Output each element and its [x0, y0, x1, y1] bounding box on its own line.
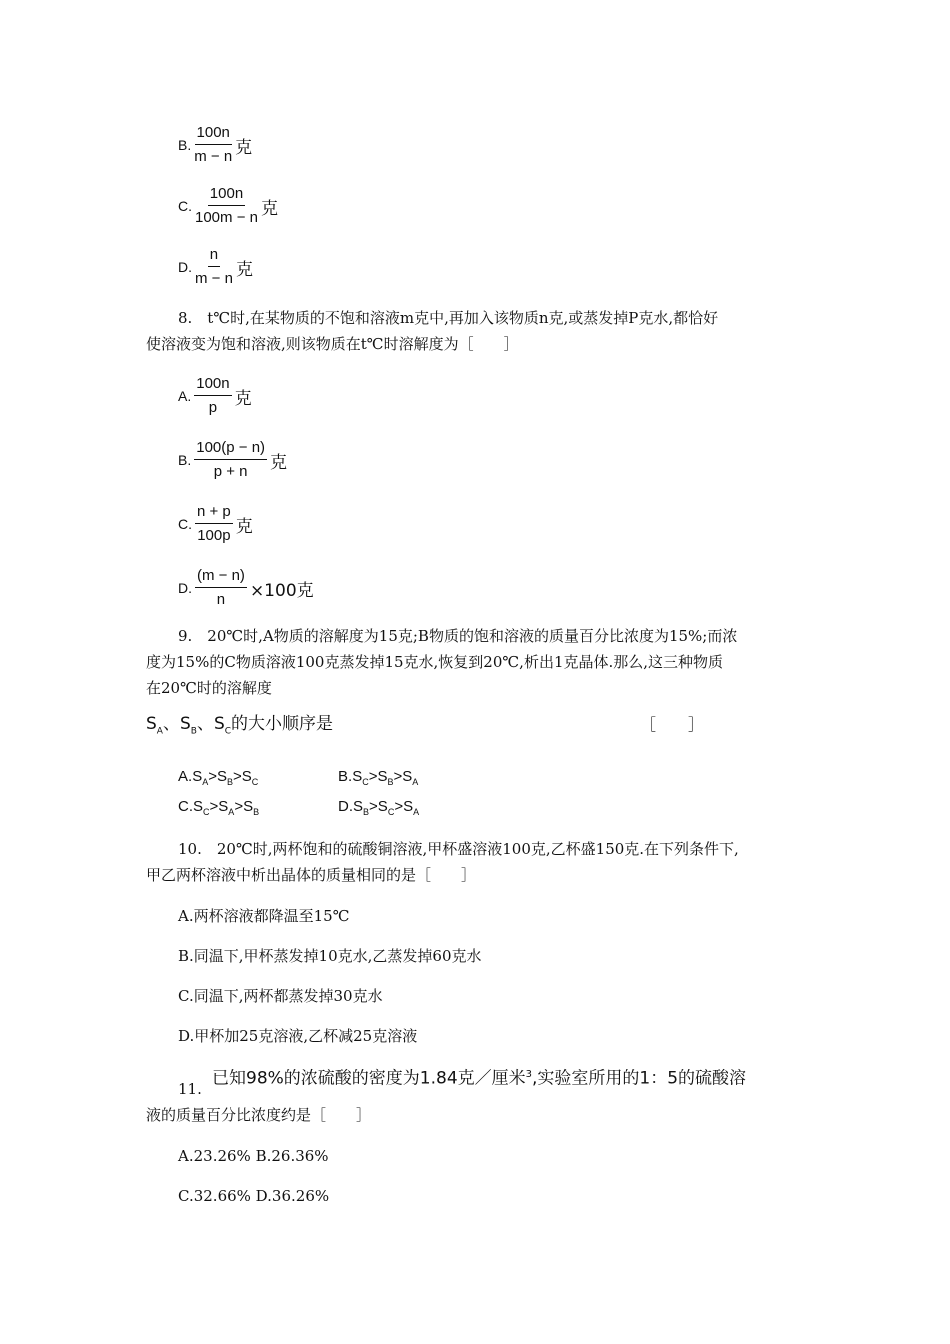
q9-option-c: $C.S_C>S_A>S_B$	[178, 798, 260, 817]
q11-number: 11.	[178, 1080, 202, 1098]
denominator: p + n	[213, 463, 248, 480]
numerator: 100n	[194, 375, 231, 396]
q8-option-b	[178, 439, 287, 481]
q8-stem-line2: 使溶液变为饱和溶液,则该物质在t℃时溶解度为［ ］	[146, 335, 519, 353]
q9-stem-line2: 度为15%的C物质溶液100克蒸发掉15克水,恢复到20℃,析出1克晶体.那么,这三种物质	[146, 653, 724, 671]
unit: ×100克	[249, 580, 314, 601]
option-label: C.	[178, 516, 192, 532]
denominator: 100p	[197, 527, 231, 544]
q10-option-c: C.同温下,两杯都蒸发掉30克水	[178, 987, 383, 1005]
option-label: D.	[178, 580, 192, 596]
q9-option-a: $A.S_A>S_B>S_C$	[178, 768, 259, 787]
unit: 克	[235, 259, 253, 280]
q10-option-a: A.两杯溶液都降温至15℃	[178, 907, 350, 925]
q7-option-d	[178, 246, 253, 288]
numerator: 100n	[195, 124, 232, 145]
numerator: n + p	[195, 503, 233, 524]
q8-option-c	[178, 503, 253, 545]
numerator: 100(p − n)	[194, 439, 267, 460]
unit: 克	[235, 137, 253, 158]
unit: 克	[235, 516, 253, 537]
numerator: 100n	[208, 185, 245, 206]
s-c: $S_C$	[213, 714, 232, 737]
fraction	[195, 567, 247, 609]
q8-option-a	[178, 375, 252, 417]
fraction	[194, 439, 267, 481]
denominator: m − n	[195, 270, 233, 287]
q9-stem-line1: 9. 20℃时,A物质的溶解度为15克;B物质的饱和溶液的质量百分比浓度为15%;而浓	[178, 627, 738, 645]
separator: 、	[162, 714, 180, 734]
denominator: m − n	[194, 148, 233, 165]
fraction	[195, 503, 233, 545]
separator: 、	[196, 714, 214, 734]
option-label: C.	[178, 198, 192, 214]
q11-stem-text: 已知98%的浓硫酸的密度为1.84克／厘米	[212, 1068, 526, 1089]
q11-options-ab: A.23.26% B.26.36%	[178, 1147, 329, 1165]
option-label: D.	[178, 259, 192, 275]
fraction	[195, 246, 233, 288]
unit: 克	[270, 452, 288, 473]
q10-stem-line1: 10. 20℃时,两杯饱和的硫酸铜溶液,甲杯盛溶液100克,乙杯盛150克.在下列条件下,	[178, 840, 739, 858]
denominator: n	[216, 591, 226, 608]
fraction	[194, 375, 231, 417]
fraction	[195, 185, 258, 227]
option-label: B.	[178, 452, 192, 468]
denominator: 100m − n	[195, 209, 258, 226]
denominator: p	[208, 399, 218, 416]
fraction	[194, 124, 232, 166]
option-label: A.	[178, 388, 192, 404]
q10-option-b: B.同温下,甲杯蒸发掉10克水,乙蒸发掉60克水	[178, 947, 482, 965]
q7-option-b	[178, 124, 252, 166]
q10-stem-line2: 甲乙两杯溶液中析出晶体的质量相同的是［ ］	[146, 866, 477, 884]
order-suffix: 的大小顺序是	[231, 714, 334, 734]
numerator: n	[208, 246, 220, 267]
superscript: 3	[525, 1069, 533, 1080]
q8-stem-line1: 8. t℃时,在某物质的不饱和溶液m克中,再加入该物质n克,或蒸发掉P克水,都恰好	[178, 309, 719, 327]
q11-stem-line2: 液的质量百分比浓度约是［ ］	[146, 1106, 372, 1124]
s-a: $S_A$	[146, 714, 163, 737]
unit: 克	[234, 388, 252, 409]
q9-option-d: $D.S_B>S_C>S_A$	[338, 798, 420, 817]
q7-option-c	[178, 185, 278, 227]
q10-option-d: D.甲杯加25克溶液,乙杯减25克溶液	[178, 1027, 418, 1045]
q11-options-cd: C.32.66% D.36.26%	[178, 1187, 330, 1205]
s-b: $S_B$	[179, 714, 197, 737]
unit: 克	[260, 198, 278, 219]
q11-stem-text-cont: ,实验室所用的1：5的硫酸溶	[532, 1068, 747, 1089]
q11-stem-line1	[212, 1062, 746, 1092]
q9-order-line	[146, 712, 333, 743]
numerator: (m − n)	[195, 567, 247, 588]
q8-option-d	[178, 567, 314, 609]
q9-stem-line3: 在20℃时的溶解度	[146, 679, 272, 697]
q9-option-b: $B.S_C>S_B>S_A$	[338, 768, 419, 787]
q9-answer-bracket: ［ ］	[640, 715, 705, 734]
option-label: B.	[178, 137, 192, 153]
